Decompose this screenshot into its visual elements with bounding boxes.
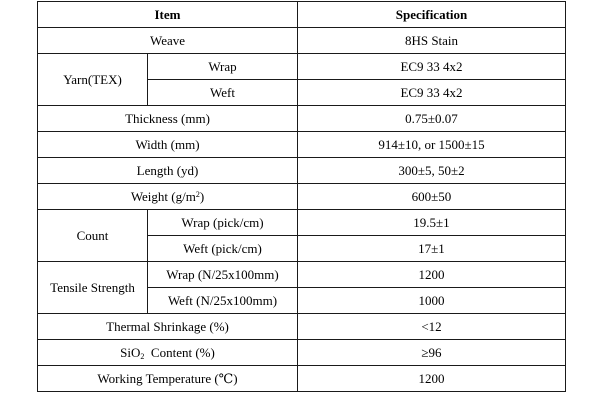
sio2-label-subscript: 2	[140, 351, 145, 361]
table-row	[38, 314, 566, 340]
temperature-value: 1200	[298, 366, 566, 392]
count-weft-value: 17±1	[298, 236, 566, 262]
table-row	[38, 158, 566, 184]
count-weft-label: Weft (pick/cm)	[148, 236, 298, 262]
width-value: 914±10, or 1500±15	[298, 132, 566, 158]
table-row	[38, 366, 566, 392]
width-label: Width (mm)	[38, 132, 298, 158]
temperature-label: Working Temperature (℃)	[38, 366, 298, 392]
sio2-label-rest: Content (%)	[144, 344, 215, 360]
tensile-group-label: Tensile Strength	[38, 262, 148, 314]
sio2-label-text: SiO	[120, 344, 141, 360]
weight-label-text: Weight (g/m	[130, 188, 196, 204]
weave-label: Weave	[38, 28, 298, 54]
table-row	[38, 28, 566, 54]
tensile-wrap-value: 1200	[298, 262, 566, 288]
count-group-label: Count	[38, 210, 148, 262]
table-row	[38, 340, 566, 366]
specification-table	[37, 1, 566, 392]
weight-label-close: )	[199, 188, 205, 204]
tensile-weft-value: 1000	[298, 288, 566, 314]
tensile-wrap-label: Wrap (N/25x100mm)	[148, 262, 298, 288]
header-item: Item	[38, 2, 298, 28]
count-wrap-value: 19.5±1	[298, 210, 566, 236]
weave-value: 8HS Stain	[298, 28, 566, 54]
yarn-wrap-value: EC9 33 4x2	[298, 54, 566, 80]
thickness-label: Thickness (mm)	[38, 106, 298, 132]
shrinkage-label: Thermal Shrinkage (%)	[38, 314, 298, 340]
tensile-weft-label: Weft (N/25x100mm)	[148, 288, 298, 314]
sio2-value: ≥96	[298, 340, 566, 366]
sio2-label	[38, 340, 298, 366]
header-specification: Specification	[298, 2, 566, 28]
table-header-row	[38, 2, 566, 28]
table-row	[38, 262, 566, 288]
weight-label-superscript: 2	[195, 189, 200, 199]
count-wrap-label: Wrap (pick/cm)	[148, 210, 298, 236]
table-row	[38, 132, 566, 158]
table-row	[38, 106, 566, 132]
weight-value: 600±50	[298, 184, 566, 210]
length-label: Length (yd)	[38, 158, 298, 184]
yarn-group-label: Yarn(TEX)	[38, 54, 148, 106]
thickness-value: 0.75±0.07	[298, 106, 566, 132]
yarn-weft-value: EC9 33 4x2	[298, 80, 566, 106]
table-row	[38, 210, 566, 236]
shrinkage-value: <12	[298, 314, 566, 340]
yarn-weft-label: Weft	[148, 80, 298, 106]
table-row	[38, 54, 566, 80]
weight-label	[38, 184, 298, 210]
table-row	[38, 184, 566, 210]
length-value: 300±5, 50±2	[298, 158, 566, 184]
yarn-wrap-label: Wrap	[148, 54, 298, 80]
